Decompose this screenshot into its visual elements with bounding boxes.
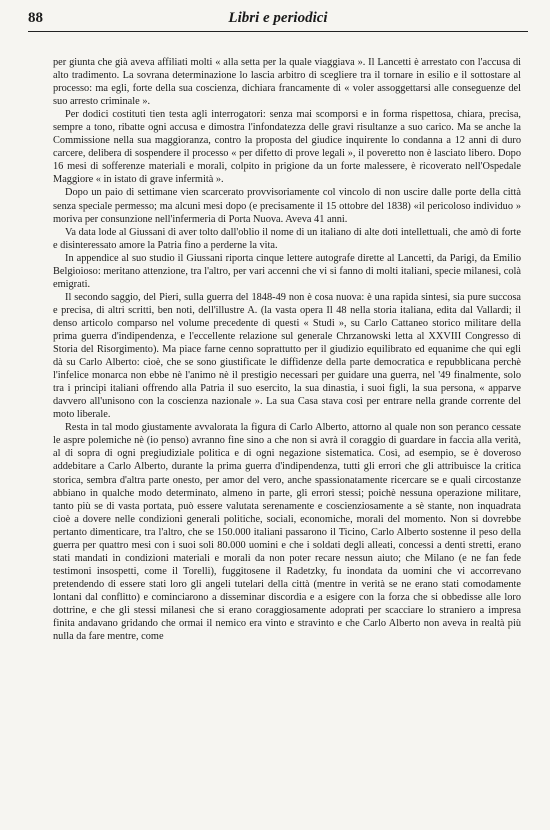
paragraph: Resta in tal modo giustamente avvalorata la figura di Carlo Alberto, attorno al quale non son peranco cessate le aspre polemiche nè (io penso) avranno fine sino a che non si avrà il coraggio di guardare in faccia alla verità, al di sopra di ogni pregiudiziale politica e di ogni negazione sistematica. Così, ad esempio, se è doveroso addebitare a Carlo Alberto, durante la prima guerra d'indipendenza, tutti gli errori che gli attribuisce la critica storica, sembra d'altra parte onesto, per amor del vero, anche spassionatamente ricercare se e quali circostanze abbiano in qualche modo determinato, almeno in parte, gli errori stessi; poichè nessuna operazione militare, tanto più se di vasta portata, può essere valutata serenamente e coscienziosamente a sè stante, non inquadrata cioè a dovere nelle condizioni generali politiche, sociali, economiche, morali del momento. Non si dovrebbe pertanto dimenticare, tra l'altro, che se 150.000 italiani passarono il Ticino, Carlo Alberto sostenne il peso della guerra per quattro mesi con i suoi soli 80.000 uomini e che i soldati degli alleati, concessi a denti stretti, erano stati mandati in condizioni materiali e morali da non poter recare nessun aiuto; che Milano (e ne fan fede testimoni insospetti, come il Torelli), fuggitosene il Radetzky, fu inondata da uomini che vi accorrevano pretendendo di essere stati loro gli angeli tutelari della città (mentre in verità se ne erano stati comodamente lontani dal conflitto) e cominciarono a disseminar discordia e a esigere con la forza che si obbedisse alle loro dottrine, e che gli stessi milanesi che si erano coraggiosamente adoprati per scacciare lo straniero a impresa finita andavano gridando che ormai il nemico era vinto e stravinto e che Carlo Alberto non aveva in realtà più nulla da fare mentre, come: [53, 422, 521, 643]
paragraph: Dopo un paio di settimane vien scarcerato provvisoriamente col vincolo di non uscire dalle porte della città senza speciale permesso; ma alcuni mesi dopo (e precisamente il 15 ottobre del 1838) «il pericoloso individuo » moriva per consunzione nell'infermeria di Porta Nuova. Aveva 41 anni.: [53, 187, 521, 225]
header-rule: [28, 31, 528, 32]
page-header: [28, 10, 528, 28]
paragraph: per giunta che già aveva affiliati molti « alla setta per la quale viaggiava ». Il Lancetti è arrestato con l'accusa di alto tradimento. La sovrana determinazione lo lascia arbitro di scegliere tra il tornare in esilio e il sottostare al processo: ma egli, forte della sua coscienza, dichiara francamente di « voler assoggettarsi alle conseguenze del suo arresto criminale ».: [53, 57, 521, 108]
page-body: [53, 56, 521, 643]
paragraph: Il secondo saggio, del Pieri, sulla guerra del 1848-49 non è cosa nuova: è una rapida sintesi, sia pure succosa e precisa, di altri scritti, ben noti, dell'illustre A. (la vasta opera Il 48 nella storia italiana, edita dal Vallardi; il denso articolo comparso nel volume precedente di questi « Studi », su Carlo Cattaneo storico militare della prima guerra d'indipendenza, e l'eccellente relazione sul generale Chrzanowski letta al XXVIII Congresso di Storia del Risorgimento). Ma piace farne cenno soprattutto per il giudizio equilibrato ed equanime che qui egli dà su Carlo Alberto: cioè, che se sono giustificate le diffidenze della parte democratica e repubblicana perchè l'infelice monarca non ebbe nè l'animo nè il prestigio necessari per guidare una guerra, nel '49 finalmente, solo tra i principi italiani offrendo alla Patria il suo esercito, la sua dinastia, i suoi figli, la sua persona, « apparve davvero all'unisono con la coscienza nazionale ». La sua Casa stava così per entrare nella grande corrente del moto liberale.: [53, 291, 521, 421]
page-number: 88: [28, 10, 43, 26]
paragraph: Va data lode al Giussani di aver tolto dall'oblio il nome di un italiano di alte doti intellettuali, che amò di forte e disinteressato amore la Patria fino a perderne la vita.: [53, 226, 521, 251]
paragraph: In appendice al suo studio il Giussani riporta cinque lettere autografe dirette al Lancetti, da Parigi, da Emilio Belgioioso: meritano attenzione, tra l'altro, per vari accenni che vi si fanno di molti italiani, specie milanesi, colà emigrati.: [53, 252, 521, 290]
running-title: Libri e periodici: [228, 10, 328, 26]
paragraph: Per dodici costituti tien testa agli interrogatori: senza mai scomporsi e in forma rispettosa, chiara, precisa, sempre a tono, ribatte ogni accusa e dimostra l'infondatezza delle gravi risultanze a suo carico. Ma se anche la Commissione nella sua maggioranza, contro la proposta del giudice inquirente lo condanna a 12 anni di duro carcere, delibera di sospendere il processo « per difetto di prove legali », il poveretto non è lasciato libero. Dopo 16 mesi di sofferenze materiali e morali, colpito in prigione da un forte malessere, è ricoverato nell'Ospedale Maggiore « in istato di grave infermità ».: [53, 109, 521, 186]
